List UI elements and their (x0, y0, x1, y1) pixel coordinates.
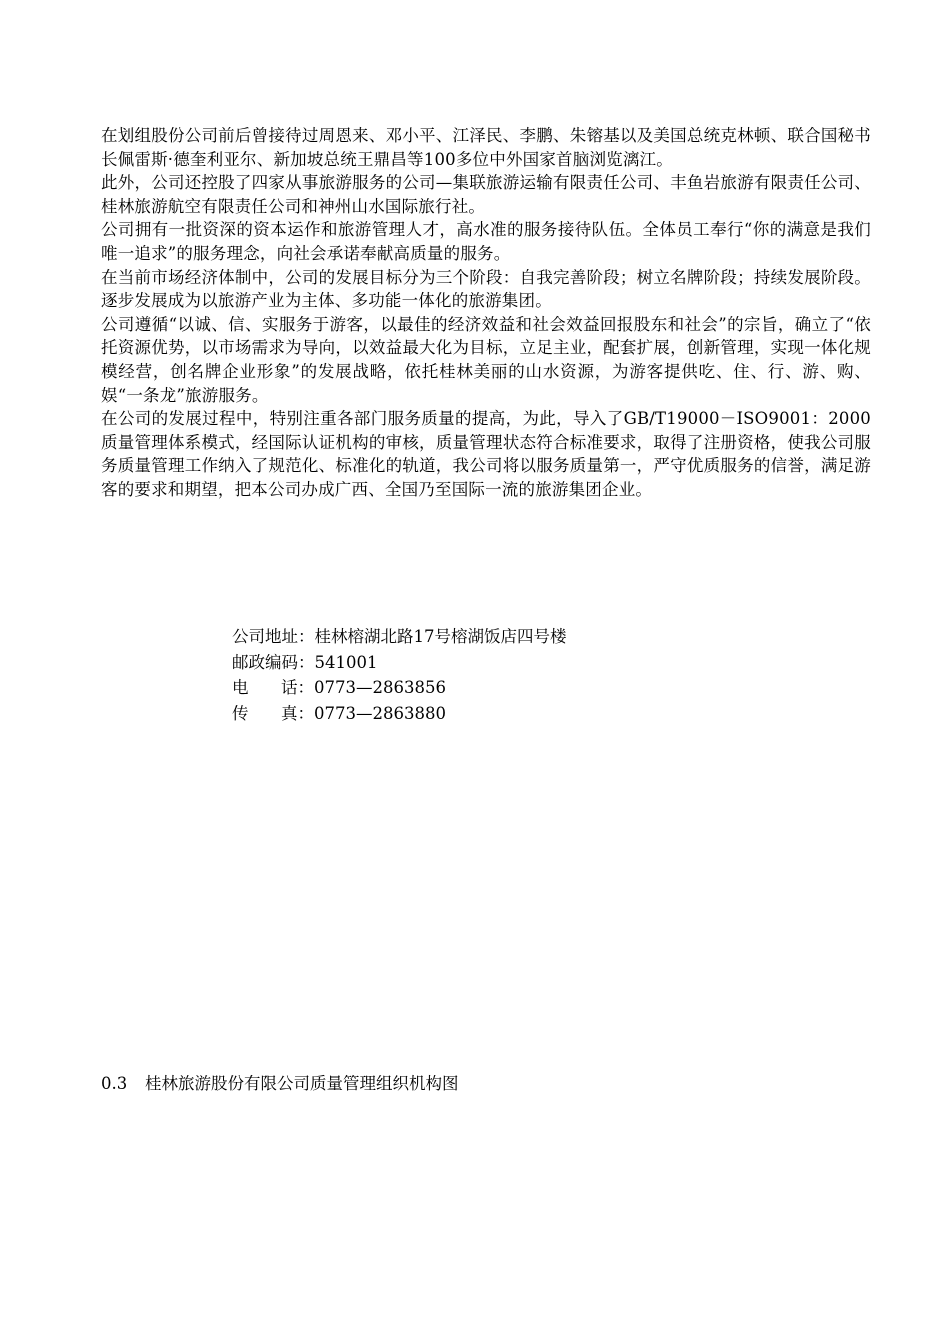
postcode-row (232, 650, 567, 676)
address-label: 公司地址： (232, 627, 315, 646)
phone-label (232, 675, 314, 701)
fax-row (232, 701, 567, 727)
paragraph-quality-system: 在公司的发展过程中，特别注重各部门服务质量的提高，为此，导入了GB/T19000－ISO9001：2000质量管理体系模式，经国际认证机构的审核，质量管理状态符合标准要求，取得了注册资格，使我公司服务质量管理工作纳入了规范化、标准化的轨道，我公司将以服务质量第一，严守优质服务的信誉，满足游客的要求和期望，把本公司办成广西、全国乃至国际一流的旅游集团企业。 (101, 409, 871, 499)
address-value: 桂林榕湖北路17号榕湖饭店四号楼 (314, 627, 567, 646)
paragraph-staff: 公司拥有一批资深的资本运作和旅游管理人才，高水准的服务接待队伍。全体员工奉行“你的满意是我们唯一追求”的服务理念，向社会承诺奉献高质量的服务。 (101, 220, 871, 263)
company-description (101, 124, 871, 502)
fax-label-part-2: 真： (281, 703, 314, 723)
contact-block (232, 624, 567, 726)
fax-value: 0773—2863880 (314, 703, 446, 723)
paragraph-reception-history: 在划组股份公司前后曾接待过周恩来、邓小平、江泽民、李鹏、朱镕基以及美国总统克林顿、联合国秘书长佩雷斯·德奎利亚尔、新加坡总统王鼎昌等100多位中外国家首脑浏览漓江。 (101, 126, 871, 169)
section-heading (101, 1072, 459, 1096)
fax-label (232, 701, 314, 727)
fax-label-part-1: 传 (232, 703, 249, 723)
phone-label-part-1: 电 (232, 678, 249, 697)
phone-value: 0773—2863856 (314, 678, 446, 697)
section-title: 桂林旅游股份有限公司质量管理组织机构图 (145, 1074, 459, 1093)
section-number: 0.3 (101, 1074, 128, 1093)
paragraph-strategy: 公司遵循“以诚、信、实服务于游客，以最佳的经济效益和社会效益回报股东和社会”的宗旨，确立了“依托资源优势，以市场需求为导向，以效益最大化为目标，立足主业，配套扩展，创新管理，实现一体化规模经营，创名牌企业形象”的发展战略，依托桂林美丽的山水资源，为游客提供吃、住、行、游、购、娱“一条龙”旅游服务。 (101, 314, 871, 405)
postcode-value: 541001 (314, 652, 378, 672)
paragraph-subsidiaries: 此外，公司还控股了四家从事旅游服务的公司—集联旅游运输有限责任公司、丰鱼岩旅游有限责任公司、桂林旅游航空有限责任公司和神州山水国际旅行社。 (101, 173, 871, 216)
phone-label-part-2: 话： (281, 678, 314, 697)
address-row (232, 624, 567, 650)
paragraph-development-goals: 在当前市场经济体制中，公司的发展目标分为三个阶段：自我完善阶段；树立名牌阶段；持续发展阶段。逐步发展成为以旅游产业为主体、多功能一体化的旅游集团。 (101, 267, 871, 311)
phone-row (232, 675, 567, 701)
postcode-label: 邮政编码： (232, 652, 315, 672)
